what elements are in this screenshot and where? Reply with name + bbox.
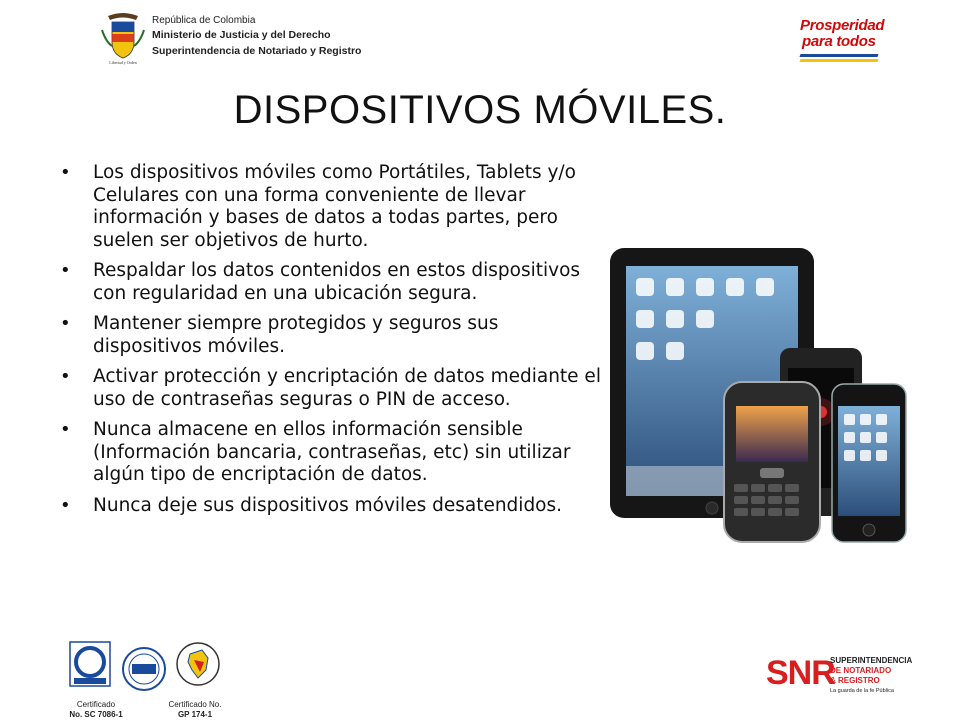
snr-logo	[758, 650, 954, 702]
blackberry-phone-icon	[724, 382, 820, 542]
mobile-devices-illustration	[604, 236, 950, 556]
bullet-glyph: •	[60, 162, 71, 183]
cert2-caption-line1: Certificado No.	[168, 700, 222, 709]
colombia-map-certification-logo	[174, 640, 222, 696]
bullet-item	[58, 162, 604, 252]
bullet-item	[58, 366, 604, 411]
cert1-caption-line1: Certificado	[76, 700, 116, 709]
bullet-item	[58, 260, 604, 305]
snr-logo-line2: DE NOTARIADO	[830, 666, 892, 675]
snr-logo-line1: SUPERINTENDENCIA	[830, 656, 913, 665]
bullet-text: Mantener siempre protegidos y seguros sus dispositivos móviles.	[93, 313, 499, 357]
bullet-list	[58, 162, 604, 525]
colombia-coat-of-arms-icon	[100, 12, 146, 66]
cert1-caption-line2: No. SC 7086-1	[69, 710, 123, 719]
bullet-text: Los dispositivos móviles como Portátiles, Tablets y/o Celulares con una forma conveniente de llevar información y bases de datos a todas partes, pero suelen ser objetivos de hurto.	[93, 162, 576, 251]
snr-logo-text	[830, 656, 912, 696]
crest-motto: Libertad y Orden	[109, 60, 137, 65]
cert1-caption	[66, 700, 126, 720]
bullet-glyph: •	[60, 494, 71, 516]
bullet-item	[58, 495, 604, 518]
bullet-glyph: •	[60, 419, 71, 440]
slide-title: DISPOSITIVOS MÓVILES.	[233, 88, 727, 132]
prosperidad-logo-line2: para todos	[802, 33, 876, 50]
header-country: República de Colombia	[152, 15, 256, 26]
snr-logo-mark: SNR	[766, 654, 835, 692]
logo-stripe-yellow	[799, 59, 878, 62]
bullet-item	[58, 419, 604, 487]
bullet-text: Nunca deje sus dispositivos móviles desatendidos.	[93, 494, 563, 516]
institution-header	[152, 14, 361, 59]
bullet-glyph: •	[60, 260, 71, 281]
bullet-glyph: •	[60, 366, 71, 387]
logo-stripe-blue	[799, 54, 878, 57]
iqnet-certification-logo	[120, 646, 168, 692]
cert2-caption	[160, 700, 230, 720]
cert2-caption-line2: GP 174-1	[177, 710, 213, 719]
prosperidad-logo-line1: Prosperidad	[800, 17, 885, 34]
header-superintendency: Superintendencia de Notariado y Registro	[152, 45, 362, 57]
bullet-text: Activar protección y encriptación de datos mediante el uso de contraseñas seguras o PIN de acceso.	[93, 366, 601, 410]
icontec-certification-logo	[68, 640, 112, 698]
snr-logo-line3: & REGISTRO	[830, 676, 880, 685]
snr-logo-line4: La guarda de la fe Pública	[830, 688, 894, 694]
bullet-text: Respaldar los datos contenidos en estos dispositivos con regularidad en una ubicación segura.	[93, 260, 581, 304]
iphone-icon	[832, 384, 906, 542]
bullet-glyph: •	[60, 313, 71, 334]
header-ministry: Ministerio de Justicia y del Derecho	[152, 29, 331, 41]
bullet-item	[58, 313, 604, 358]
bullet-text: Nunca almacene en ellos información sensible (Información bancaria, contraseñas, etc) sin utilizar algún tipo de encriptación de datos.	[93, 419, 571, 485]
prosperidad-para-todos-logo	[800, 18, 884, 68]
